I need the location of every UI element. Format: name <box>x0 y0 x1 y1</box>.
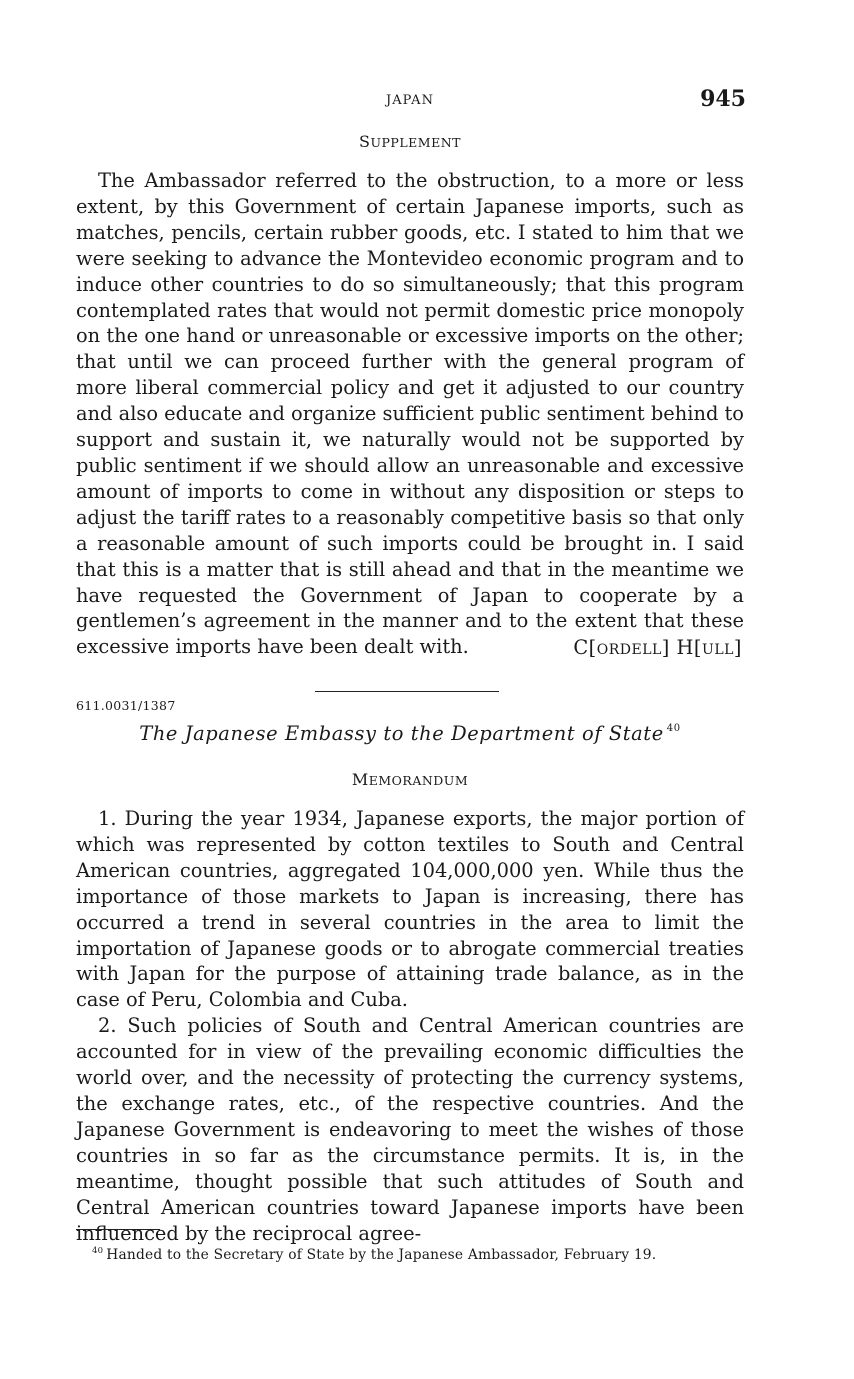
footnote-rule <box>76 1229 160 1230</box>
signature-h-initial: ] H[ <box>661 636 703 659</box>
page-number: 945 <box>700 86 746 112</box>
supplement-heading <box>76 132 744 151</box>
footnote <box>92 1246 744 1263</box>
signature-h-rest: ULL <box>702 642 734 658</box>
signature-close: ] <box>733 636 742 659</box>
memorandum-heading-rest: EMORANDUM <box>368 773 469 788</box>
running-head <box>76 86 746 116</box>
running-title: JAPAN <box>386 93 434 108</box>
document-title-text: The Japanese Embassy to the Department of State <box>139 722 664 745</box>
section-divider <box>315 691 499 692</box>
title-footnote-ref: 40 <box>666 723 681 734</box>
signature <box>573 636 742 659</box>
document-title <box>76 722 744 745</box>
memorandum-body <box>76 806 744 1246</box>
supplement-paragraph: The Ambassador referred to the obstruction, to a more or less extent, by this Government of certain Japanese imports, such as matches, pencils, certain rubber goods, etc. I stated to him that we were seeking to advance the Montevideo economic program and to induce other countries to do so simultaneously; that this program contemplated rates that would not permit domestic price monopoly on the one hand or unreasonable or excessive imports on the other; that until we can proceed further with the general program of more liberal commercial policy and get it adjusted to our country and also educate and organize sufficient public sentiment behind to support and sustain it, we naturally would not be supported by public sentiment if we should allow an unreasonable and excessive amount of imports to come in without any disposition or steps to adjust the tariff rates to a reasonably competitive basis so that only a reasonable amount of such imports could be brought in. I said that this is a matter that is still ahead and that in the meantime we have requested the Government of Japan to cooperate by a gentlemen’s agreement in the manner and to the extent that these excessive imports have been dealt with. <box>76 169 744 659</box>
memorandum-heading <box>76 770 744 789</box>
supplement-heading-initial: S <box>359 132 371 151</box>
file-number: 611.0031/1387 <box>76 698 176 713</box>
memorandum-paragraph-2: 2. Such policies of South and Central American countries are accounted for in view of the prevailing economic difficulties the world over, and the necessity of protecting the currency systems, the exchange rates, etc., of the respective countries. And the Japanese Government is endeavoring to meet the wishes of those countries in so far as the circumstance permits. It is, in the meantime, thought possible that such attitudes of South and Central American countries toward Japanese imports have been influenced by the reciprocal agree- <box>76 1014 744 1245</box>
signature-c-rest: ORDELL <box>596 642 662 658</box>
memorandum-heading-initial: M <box>351 770 369 789</box>
supplement-body <box>76 168 744 660</box>
footnote-number: 40 <box>92 1246 104 1256</box>
supplement-heading-rest: UPPLEMENT <box>370 135 461 150</box>
footnote-text: Handed to the Secretary of State by the Japanese Ambassador, February 19. <box>106 1247 657 1263</box>
signature-c-initial: C[ <box>573 636 597 659</box>
memorandum-paragraph-1: 1. During the year 1934, Japanese exports, the major portion of which was represented by cotton textiles to South and Central American countries, aggregated 104,000,000 yen. While thus the importance of those markets to Japan is increasing, there has occurred a trend in several countries in the area to limit the importation of Japanese goods or to abrogate commercial treaties with Japan for the purpose of attaining trade balance, as in the case of Peru, Colombia and Cuba. <box>76 807 744 1012</box>
